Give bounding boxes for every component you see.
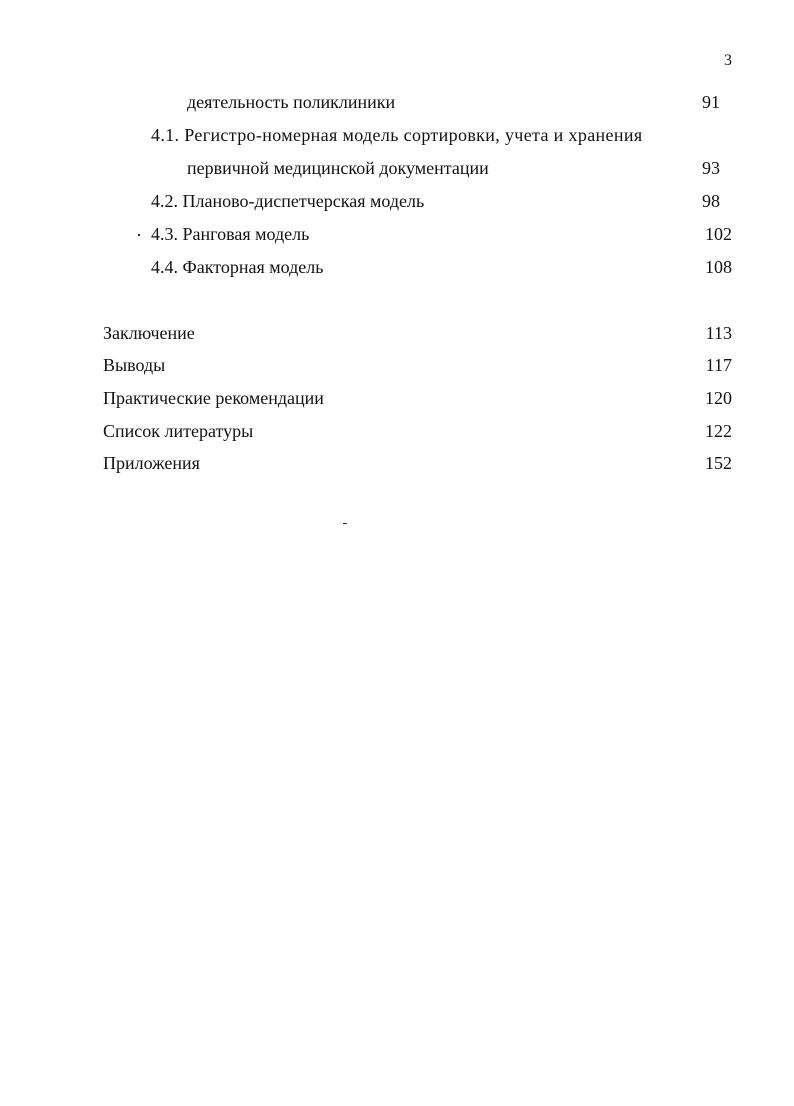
toc-entry-page: 152 — [705, 453, 732, 473]
toc-entry-page: 122 — [705, 421, 732, 441]
toc-entry-page: 102 — [705, 224, 732, 244]
toc-entry-page: 93 — [702, 158, 720, 178]
toc-entry-page: 91 — [702, 92, 720, 112]
toc-entry-title: 4.1. Регистро-номерная модель сортировки, учета и хранения — [151, 125, 643, 145]
toc-entry-title: деятельность поликлиники — [187, 92, 396, 112]
toc-entry-title: Список литературы — [103, 421, 254, 441]
toc-entry-title: Практические рекомендации — [103, 388, 324, 408]
toc-entry-title: 4.3. Ранговая модель — [151, 224, 310, 244]
scan-speck — [138, 234, 140, 236]
toc-entry-page: 113 — [705, 323, 732, 343]
toc-entry-page: 117 — [705, 355, 732, 375]
toc-entry-page: 120 — [705, 388, 732, 408]
toc-entry-4-1[interactable] — [151, 124, 737, 184]
toc-entry-page: 98 — [702, 191, 720, 211]
toc-entry-title: Выводы — [103, 355, 166, 375]
toc-entry-title-continued: первичной медицинской документации — [187, 158, 489, 178]
toc-entry-title: 4.4. Факторная модель — [151, 257, 324, 277]
page-number: 3 — [724, 52, 732, 69]
toc-entry-title: 4.2. Планово-диспетчерская модель — [151, 191, 425, 211]
scan-speck — [343, 523, 347, 524]
toc-entry-title: Приложения — [103, 453, 200, 473]
toc-entry-page: 108 — [705, 257, 732, 277]
toc-entry-title: Заключение — [103, 323, 195, 343]
